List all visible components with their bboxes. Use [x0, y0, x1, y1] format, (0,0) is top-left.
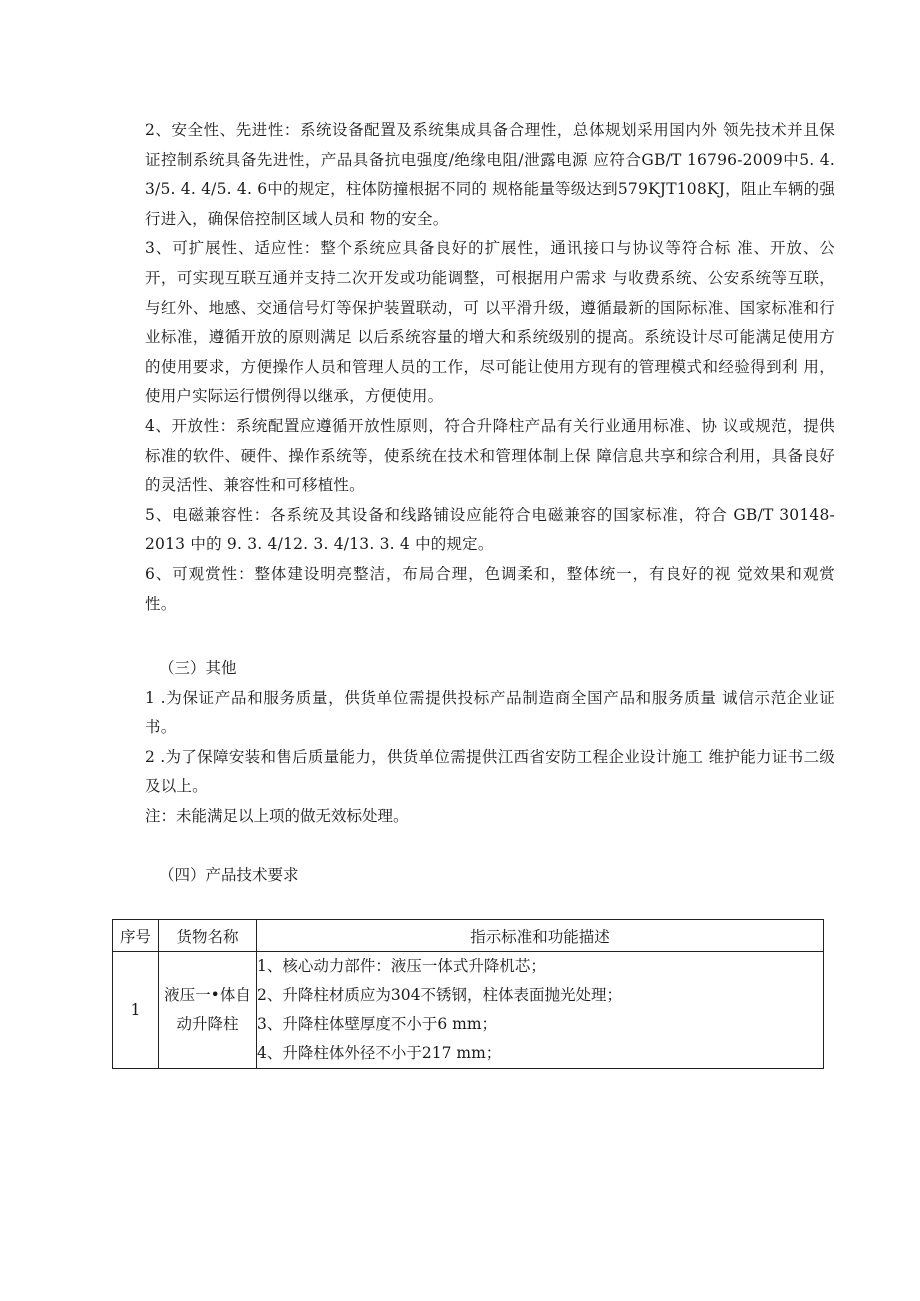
requirement-security: 2、安全性、先进性：系统设备配置及系统集成具备合理性，总体规划采用国内外 领先技术并且保证控制系统具备先进性，产品具备抗电强度/绝缘电阻/泄露电源 应符合GB/T 16796-2009中5. 4. 3/5. 4. 4/5. 4. 6中的规定，柱体防撞根据不同的 规格能量等级达到579KJT108KJ，阻止车辆的强行进入，确保倍控制区域人员和 物的安全。 [145, 121, 836, 228]
requirement-scalability: 3、可扩展性、适应性：整个系统应具备良好的扩展性，通讯接口与协议等符合标 准、开放、公开，可实现互联互通并支持二次开发或功能调整，可根据用户需求 与收费系统、公安系统等互联，与红外、地感、交通信号灯等保护装置联动，可 以平滑升级，遵循最新的国际标准、国家标准和行业标准，遵循开放的原则满足 以后系统容量的增大和系统级别的提高。系统设计尽可能满足使用方的使用要求，方便操作人员和管理人员的工作，尽可能让使用方现有的管理模式和经验得到利 用，使用户实际运行惯例得以继承，方便使用。 [145, 239, 835, 406]
row-no: 1 [113, 952, 159, 1069]
product-spec-table [112, 919, 824, 1069]
row-name-line-2: 动升降柱 [176, 1015, 239, 1033]
header-no: 序号 [113, 920, 159, 952]
requirement-emc: 5、电磁兼容性：各系统及其设备和线路铺设应能符合电磁兼容的国家标准，符合 GB/T 30148-2013 中的 9. 3. 4/12. 3. 4/13. 3. 4 中的规定。 [145, 505, 835, 554]
section-3-note: 注：未能满足以上项的做无效标处理。 [145, 807, 409, 826]
section-3-heading: （三）其他 [159, 659, 237, 678]
desc-item: 3、升降柱体壁厚度不小于6 mm； [257, 1015, 498, 1033]
requirement-aesthetics: 6、可观赏性：整体建设明亮整洁，布局合理，色调柔和，整体统一，有良好的视 觉效果和观赏性。 [145, 564, 835, 613]
spacer [145, 832, 835, 861]
table-row [113, 952, 824, 1069]
header-desc: 指示标准和功能描述 [257, 920, 824, 952]
desc-item: 2、升降柱材质应为304不锈钢，柱体表面抛光处理； [257, 986, 622, 1004]
section-4-heading: （四）产品技术要求 [159, 865, 299, 884]
row-name [159, 952, 257, 1069]
desc-item: 4、升降柱体外径不小于217 mm； [257, 1044, 502, 1062]
row-name-line-1: 液压一•体自 [164, 986, 251, 1004]
desc-item: 1、核心动力部件：液压一体式升降机芯； [257, 957, 546, 975]
header-name: 货物名称 [159, 920, 257, 952]
document-body [145, 116, 835, 890]
section-3-item-2: 2 .为了保障安装和售后质量能力，供货单位需提供江西省安防工程企业设计施工 维护能力证书二级及以上。 [145, 747, 835, 796]
row-desc [257, 952, 824, 1069]
section-3-item-1: 1 .为保证产品和服务质量，供货单位需提供投标产品制造商全国产品和服务质量 诚信示范企业证书。 [145, 688, 835, 737]
requirement-openness: 4、开放性：系统配置应遵循开放性原则，符合升降柱产品有关行业通用标准、协 议或规范，提供标准的软件、硬件、操作系统等，使系统在技术和管理体制上保 障信息共享和综合利用，具备良好的灵活性、兼容性和可移植性。 [145, 416, 835, 495]
table-header-row [113, 920, 824, 952]
spacer [145, 619, 835, 654]
